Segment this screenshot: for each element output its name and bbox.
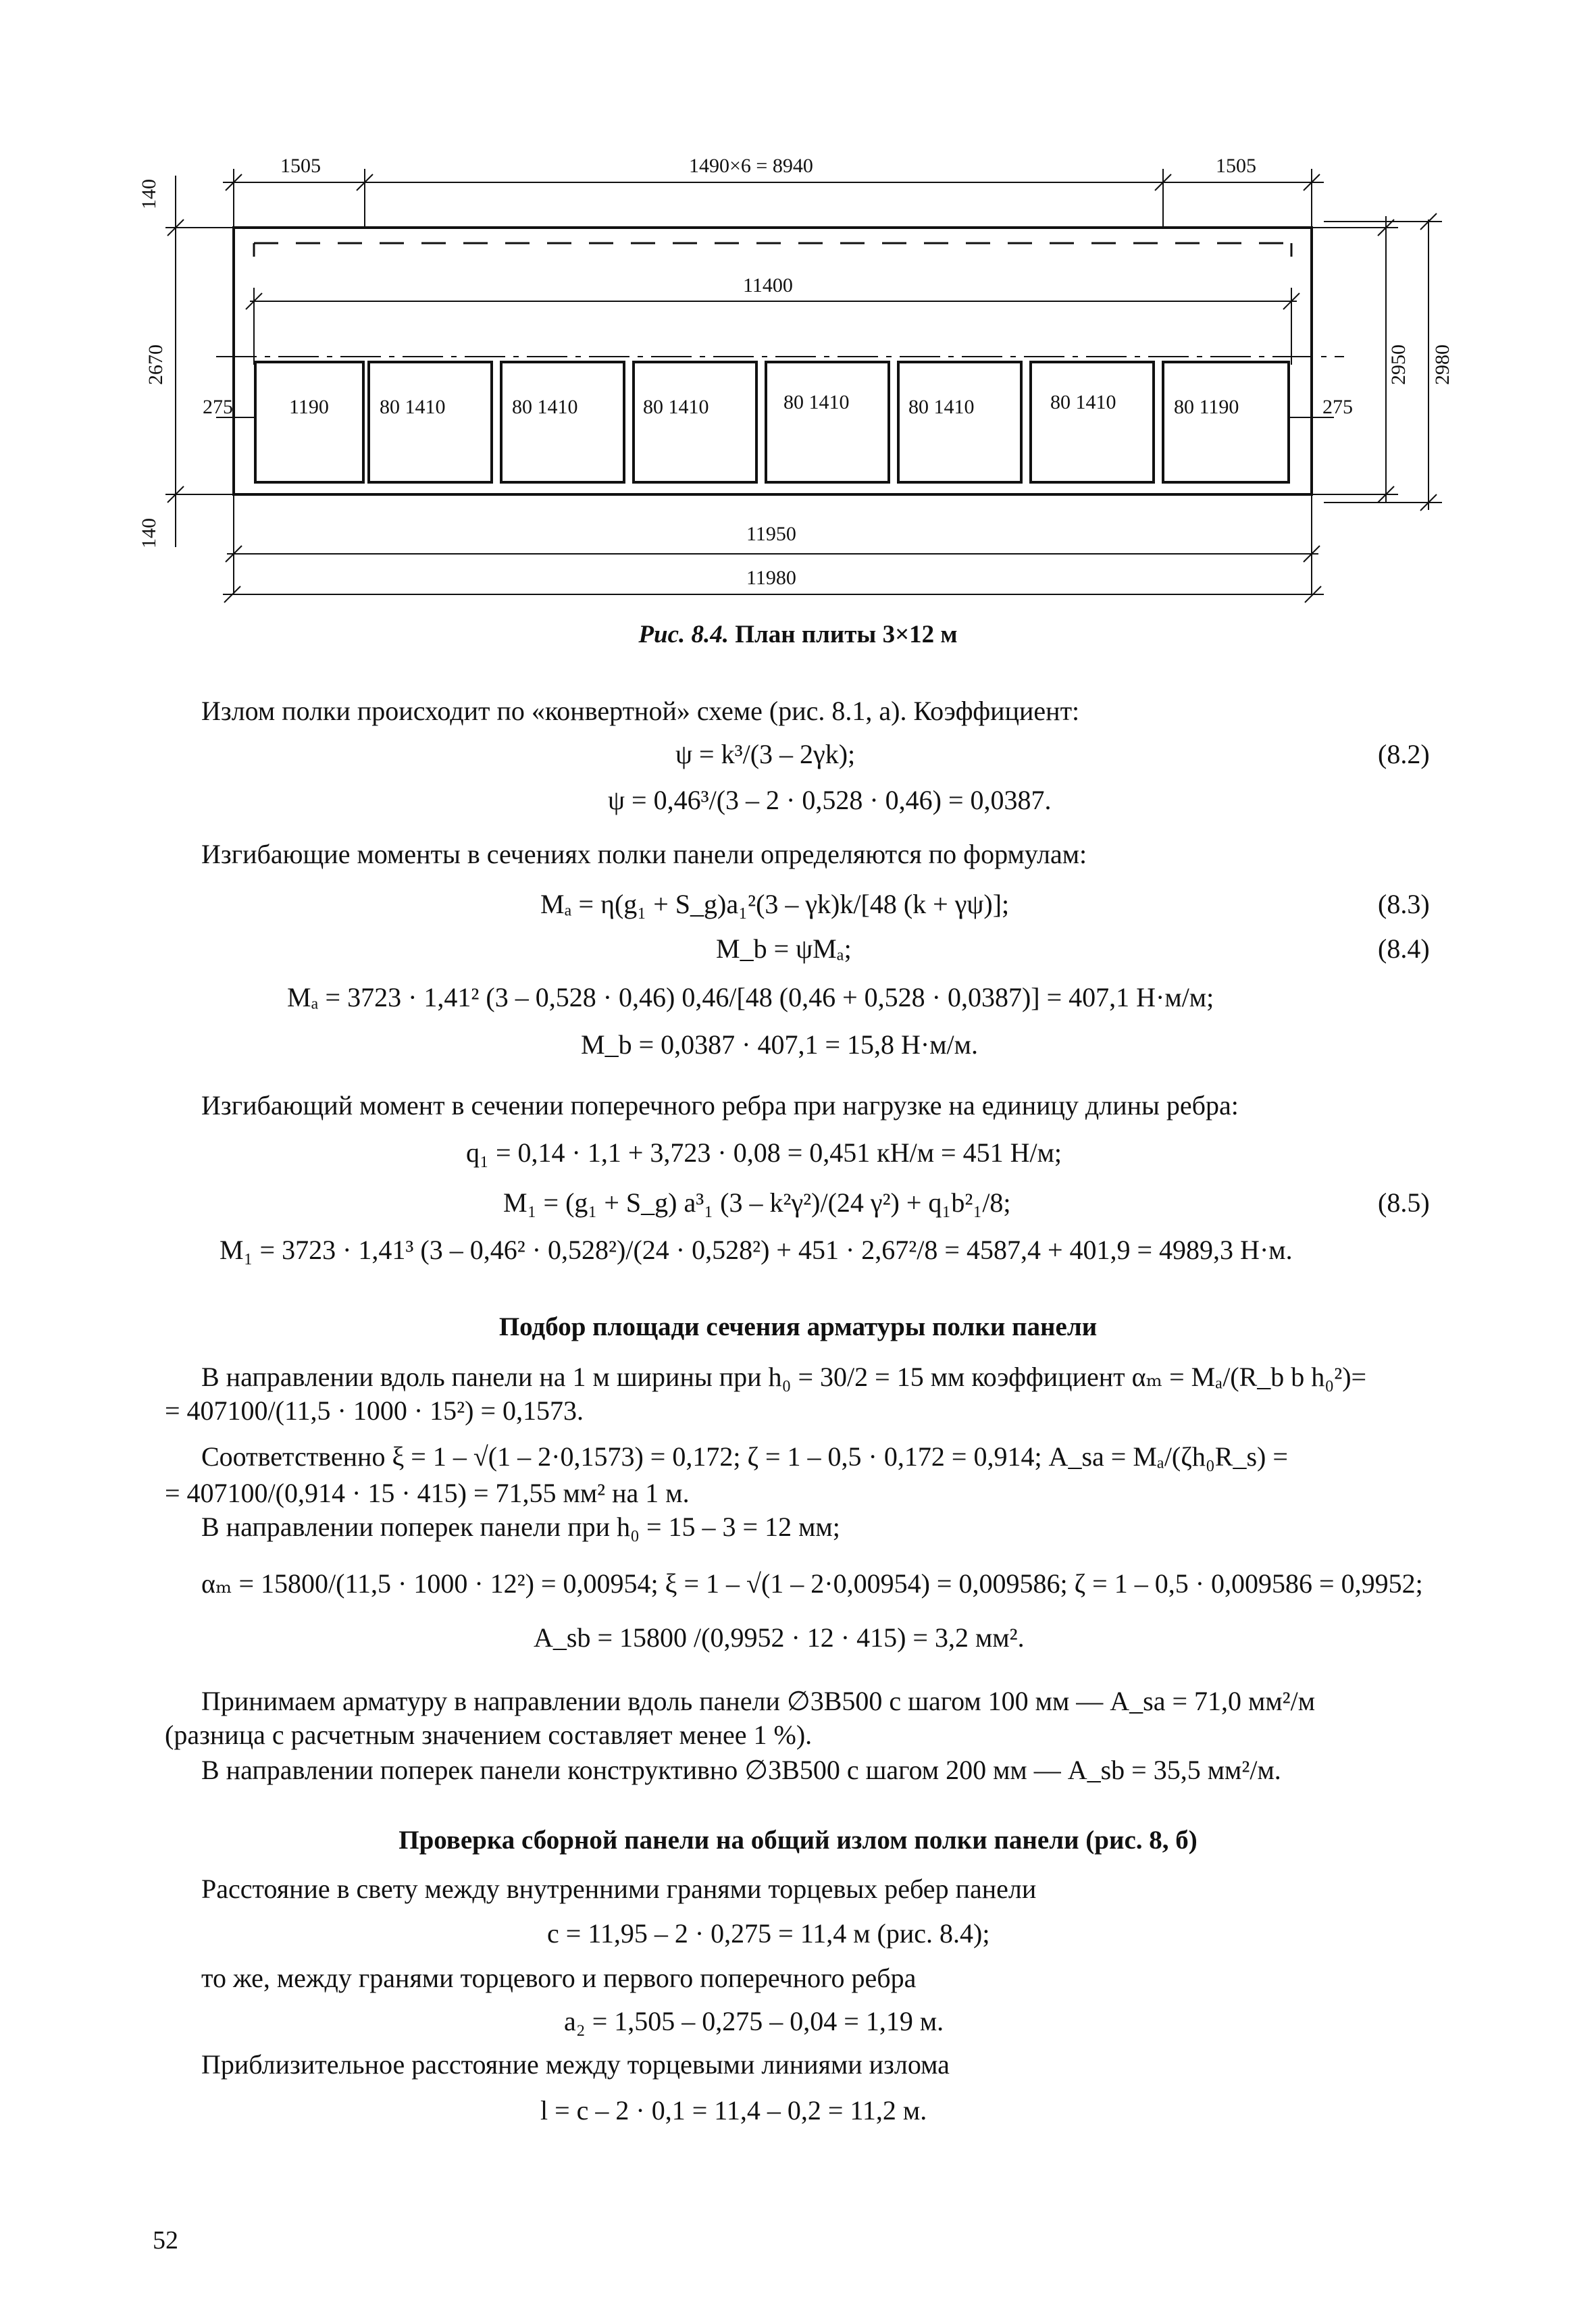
paragraph: Расстояние в свету между внутренними гранями торцевых ребер панели	[201, 1874, 1037, 1904]
dim-top-left: 1505	[280, 155, 321, 177]
dim-end-left: 275	[203, 396, 233, 418]
formula: Mₐ = η(g₁ + S_g)a₁²(3 – γk)k/[48 (k + γψ)];	[540, 889, 1010, 919]
cell-dim: 80 1410	[1050, 391, 1116, 413]
formula: αₘ = 15800/(11,5 · 1000 · 12²) = 0,00954; ξ = 1 – √(1 – 2·0,00954) = 0,009586; ζ = 1 – 0,5 · 0,009586 = 0,9952;	[201, 1568, 1423, 1599]
paragraph: Изгибающие моменты в сечениях полки панели определяются по формулам:	[201, 839, 1087, 869]
formula: a₂ = 1,505 – 0,275 – 0,04 = 1,19 м.	[564, 2006, 944, 2036]
dim-right-inner: 2950	[1387, 344, 1410, 385]
cell-dim: 80 1190	[1174, 396, 1239, 418]
paragraph: Изгибающий момент в сечении поперечного ребра при нагрузке на единицу длины ребра:	[201, 1090, 1239, 1121]
formula: M_b = ψMₐ;	[716, 933, 852, 964]
equation-number: (8.3)	[1378, 889, 1430, 919]
dim-bottom-inner: 11950	[746, 523, 796, 545]
slab-plan-drawing	[135, 135, 1459, 621]
equation-number: (8.5)	[1378, 1187, 1430, 1218]
paragraph: = 407100/(0,914 · 15 · 415) = 71,55 мм² на 1 м.	[165, 1478, 690, 1508]
paragraph: Излом полки происходит по «конвертной» схеме (рис. 8.1, а). Коэффициент:	[201, 696, 1080, 726]
dim-right-outer: 2980	[1431, 344, 1453, 385]
paragraph: В направлении поперек панели при h₀ = 15 – 3 = 12 мм;	[201, 1512, 840, 1542]
formula: ψ = 0,46³/(3 – 2 · 0,528 · 0,46) = 0,0387.	[608, 785, 1052, 815]
cell-dim: 80 1410	[380, 396, 446, 418]
dim-bottom-outer: 11980	[746, 567, 796, 589]
formula: c = 11,95 – 2 · 0,275 = 11,4 м (рис. 8.4);	[547, 1918, 990, 1949]
caption-prefix: Рис. 8.4.	[638, 621, 729, 648]
figure-caption	[0, 620, 1596, 649]
dim-top-right: 1505	[1216, 155, 1256, 177]
section-heading: Подбор площади сечения арматуры полки панели	[498, 1312, 1098, 1341]
paragraph: Приблизительное расстояние между торцевыми линиями излома	[201, 2049, 950, 2080]
paragraph: = 407100/(11,5 · 1000 · 15²) = 0,1573.	[165, 1395, 584, 1426]
dim-end-right: 275	[1322, 396, 1353, 418]
dim-left-middle: 2670	[145, 344, 167, 385]
cell-dim: 80 1410	[908, 396, 975, 418]
section-heading: Проверка сборной панели на общий излом полки панели (рис. 8, б)	[398, 1826, 1198, 1855]
page-number: 52	[153, 2226, 178, 2255]
formula: A_sb = 15800 /(0,9952 · 12 · 415) = 3,2 мм².	[534, 1622, 1025, 1653]
formula: M_b = 0,0387 · 407,1 = 15,8 Н·м/м.	[581, 1029, 978, 1060]
formula: l = c – 2 · 0,1 = 11,4 – 0,2 = 11,2 м.	[540, 2095, 927, 2126]
paragraph: Принимаем арматуру в направлении вдоль панели ∅3В500 с шагом 100 мм — A_sa = 71,0 мм²/м	[201, 1686, 1316, 1716]
caption-title: План плиты 3×12 м	[735, 621, 958, 648]
formula: ψ = k³/(3 – 2γk);	[675, 739, 856, 769]
dim-left-top: 140	[138, 179, 160, 209]
dim-top-middle: 1490×6 = 8940	[689, 155, 813, 177]
cell-dim: 80 1410	[512, 396, 578, 418]
dim-inner: 11400	[743, 274, 793, 297]
formula: M₁ = (g₁ + S_g) a³₁ (3 – k²γ²)/(24 γ²) + q₁b²₁/8;	[503, 1187, 1011, 1218]
formula: Mₐ = 3723 · 1,41² (3 – 0,528 · 0,46) 0,46/[48 (0,46 + 0,528 · 0,0387)] = 407,1 Н·м/м;	[287, 982, 1214, 1012]
dim-left-bottom: 140	[138, 518, 160, 548]
paragraph: (разница с расчетным значением составляет менее 1 %).	[165, 1720, 813, 1750]
cell-dim: 1190	[289, 396, 329, 418]
equation-number: (8.4)	[1378, 933, 1430, 964]
cell-dim: 80 1410	[783, 391, 850, 413]
formula: M₁ = 3723 · 1,41³ (3 – 0,46² · 0,528²)/(24 · 0,528²) + 451 · 2,67²/8 = 4587,4 + 401,9 = 4989,3 Н·м.	[220, 1235, 1293, 1265]
formula: q₁ = 0,14 · 1,1 + 3,723 · 0,08 = 0,451 кН/м = 451 Н/м;	[466, 1137, 1062, 1168]
paragraph: то же, между гранями торцевого и первого поперечного ребра	[201, 1963, 917, 1993]
paragraph: В направлении поперек панели конструктивно ∅3В500 с шагом 200 мм — A_sb = 35,5 мм²/м.	[201, 1755, 1281, 1785]
paragraph: Соответственно ξ = 1 – √(1 – 2·0,1573) = 0,172; ζ = 1 – 0,5 · 0,172 = 0,914; A_sa = Mₐ/(ζh₀R_s) =	[201, 1441, 1288, 1472]
cell-dim: 80 1410	[643, 396, 709, 418]
paragraph: В направлении вдоль панели на 1 м ширины при h₀ = 30/2 = 15 мм коэффициент αₘ = Mₐ/(R_b b h₀²)=	[201, 1362, 1367, 1392]
equation-number: (8.2)	[1378, 739, 1430, 769]
